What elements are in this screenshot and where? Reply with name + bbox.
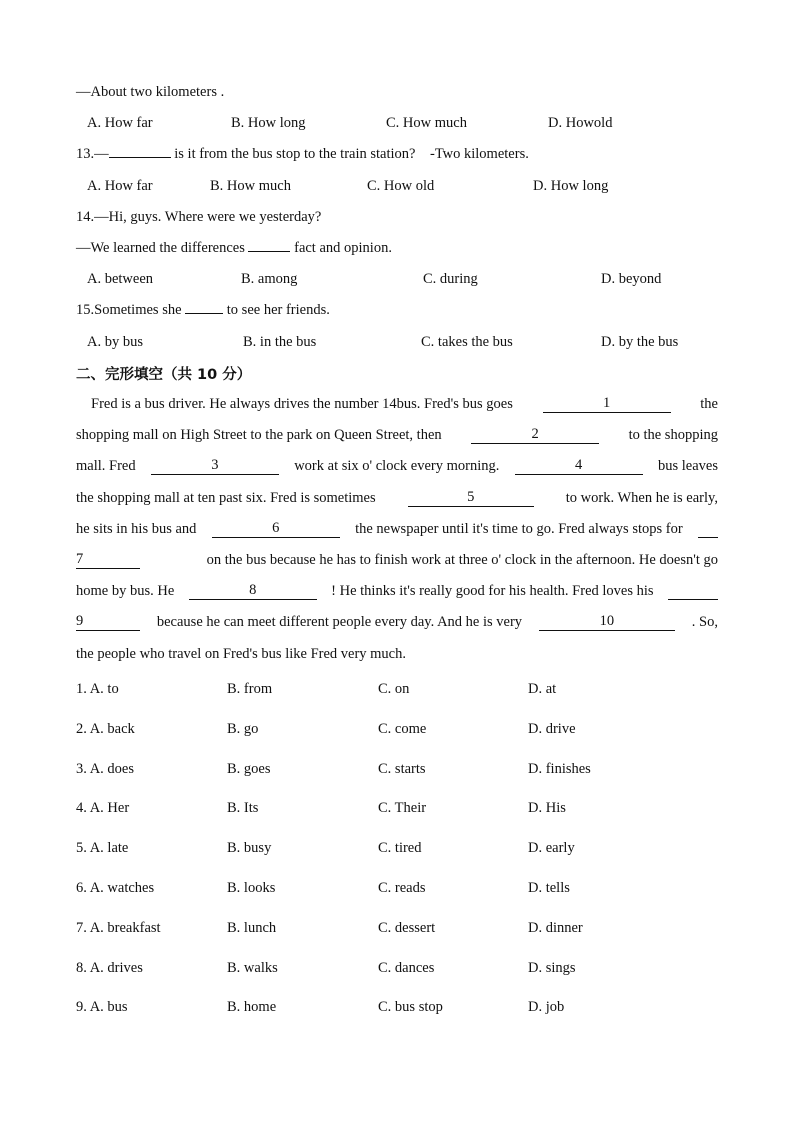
q14-line2-suffix: fact and opinion.: [294, 240, 392, 256]
blank-8: 8: [189, 583, 317, 600]
cloze-q8-option-d: D. sings: [528, 959, 576, 976]
cloze-q2-option-d: D. drive: [528, 720, 576, 737]
cloze-q2-option-b: B. go: [227, 720, 259, 737]
cloze-q6-option-c: C. reads: [378, 880, 426, 896]
blank-5: 5: [408, 490, 534, 507]
passage-line-9: the people who travel on Fred's bus like Fred very much.: [76, 646, 406, 662]
passage-text: bus leaves: [657, 458, 718, 474]
q12-option-d: D. Howold: [548, 115, 613, 131]
passage-text: the: [700, 396, 718, 412]
blank-2: 2: [471, 427, 599, 444]
blank-9-start: [668, 583, 718, 600]
q13-number: 13.—: [76, 146, 109, 162]
q15-option-a: A. by bus: [87, 334, 143, 350]
blank-1: 1: [543, 396, 671, 413]
q15-blank: [185, 313, 223, 314]
passage-line-7: [76, 583, 718, 600]
cloze-q8-option-b: B. walks: [227, 959, 278, 976]
cloze-q5-option-c: C. tired: [378, 840, 422, 857]
passage-text: shopping mall on High Street to the park on Queen Street, then: [76, 427, 442, 443]
blank-10: 10: [539, 614, 675, 631]
cloze-q3-option-a: 3. A. does: [76, 760, 134, 777]
q13-reply: -Two kilometers.: [429, 146, 529, 162]
passage-line-1: [76, 396, 718, 413]
cloze-q7-option-c: C. dessert: [378, 919, 436, 936]
cloze-q5-option-b: B. busy: [227, 840, 272, 857]
cloze-q6-option-d: D. tells: [528, 880, 570, 896]
cloze-q2-option-c: C. come: [378, 720, 427, 737]
passage-line-4: [76, 490, 718, 507]
cloze-q6-option-b: B. looks: [227, 880, 276, 896]
passage-line-3: [76, 458, 718, 475]
cloze-q9-option-d: D. job: [528, 999, 565, 1016]
cloze-q1-option-d: D. at: [528, 681, 557, 697]
q12-option-a: A. How far: [87, 115, 153, 131]
passage-text: work at six o' clock every morning.: [294, 458, 500, 474]
q13-text: is it from the bus stop to the train station?: [174, 146, 416, 162]
cloze-q6-option-a: 6. A. watches: [76, 880, 155, 896]
q15-option-c: C. takes the bus: [421, 334, 513, 350]
cloze-q9-option-a: 9. A. bus: [76, 999, 128, 1016]
passage-text: on the bus because he has to finish work at three o' clock in the afternoon. He doesn't go: [206, 552, 718, 568]
q12-answer-line: —About two kilometers .: [76, 84, 225, 100]
blank-9: 9: [76, 614, 140, 631]
passage-text: he sits in his bus and: [76, 521, 197, 537]
q15-option-b: B. in the bus: [243, 334, 317, 350]
passage-line-6: [76, 552, 718, 569]
q13-question: [76, 146, 529, 163]
passage-text: the shopping mall at ten past six. Fred is sometimes: [76, 490, 376, 506]
passage-text: because he can meet different people every day. And he is very: [156, 614, 523, 630]
cloze-q4-option-c: C. Their: [378, 800, 427, 817]
section-title: 二、完形填空（共 10 分）: [76, 367, 252, 383]
cloze-q1-option-c: C. on: [378, 681, 410, 697]
q14-line2-prefix: —We learned the differences: [76, 240, 245, 256]
cloze-q7-option-a: 7. A. breakfast: [76, 919, 161, 936]
blank-4: 4: [515, 458, 643, 475]
cloze-q7-option-d: D. dinner: [528, 919, 583, 936]
passage-text: home by bus. He: [76, 583, 175, 599]
q14-blank: [248, 251, 290, 252]
cloze-q8-option-a: 8. A. drives: [76, 959, 143, 976]
passage-text: . So,: [691, 614, 718, 630]
q13-blank: [109, 157, 171, 158]
cloze-q9-option-b: B. home: [227, 999, 277, 1016]
passage-text: mall. Fred: [76, 458, 136, 474]
passage-line-5: [76, 521, 718, 538]
q15-question: [76, 302, 330, 319]
cloze-q3-option-b: B. goes: [227, 760, 271, 777]
cloze-q1-option-b: B. from: [227, 681, 273, 697]
cloze-q8-option-c: C. dances: [378, 959, 435, 976]
q12-option-c: C. How much: [386, 115, 467, 131]
passage-text: ! He thinks it's really good for his health. Fred loves his: [331, 583, 654, 599]
passage-text: the newspaper until it's time to go. Fred always stops for: [355, 521, 683, 537]
q14-option-a: A. between: [87, 271, 154, 287]
cloze-q3-option-c: C. starts: [378, 760, 426, 777]
passage-text: to work. When he is early,: [565, 490, 718, 506]
blank-7: 7: [76, 552, 140, 569]
blank-3: 3: [151, 458, 279, 475]
q15-suffix: to see her friends.: [226, 302, 330, 318]
q15-prefix: 15.Sometimes she: [76, 302, 182, 318]
passage-text: to the shopping: [628, 427, 718, 443]
passage-line-2: [76, 427, 718, 444]
blank-7-start: [698, 521, 718, 538]
cloze-q4-option-b: B. Its: [227, 800, 259, 817]
q14-option-c: C. during: [423, 271, 478, 287]
cloze-q1-option-a: 1. A. to: [76, 681, 119, 697]
cloze-q9-option-c: C. bus stop: [378, 999, 443, 1016]
cloze-q5-option-a: 5. A. late: [76, 840, 129, 857]
q13-option-d: D. How long: [533, 178, 609, 194]
passage-line-8: [76, 614, 718, 631]
cloze-q7-option-b: B. lunch: [227, 919, 277, 936]
q13-option-c: C. How old: [367, 178, 435, 194]
cloze-q3-option-d: D. finishes: [528, 760, 591, 777]
q14-line1: 14.—Hi, guys. Where were we yesterday?: [76, 209, 322, 225]
q12-option-b: B. How long: [231, 115, 306, 131]
q13-option-a: A. How far: [87, 178, 153, 194]
cloze-q4-option-d: D. His: [528, 800, 566, 817]
q15-option-d: D. by the bus: [601, 334, 679, 350]
passage-text: Fred is a bus driver. He always drives the number 14bus. Fred's bus goes: [91, 396, 513, 412]
cloze-q4-option-a: 4. A. Her: [76, 800, 130, 817]
q13-option-b: B. How much: [210, 178, 291, 194]
cloze-q2-option-a: 2. A. back: [76, 720, 135, 737]
cloze-q5-option-d: D. early: [528, 840, 575, 857]
blank-6: 6: [212, 521, 340, 538]
q14-line2: [76, 240, 392, 257]
q14-option-b: B. among: [241, 271, 298, 287]
q14-option-d: D. beyond: [601, 271, 662, 287]
